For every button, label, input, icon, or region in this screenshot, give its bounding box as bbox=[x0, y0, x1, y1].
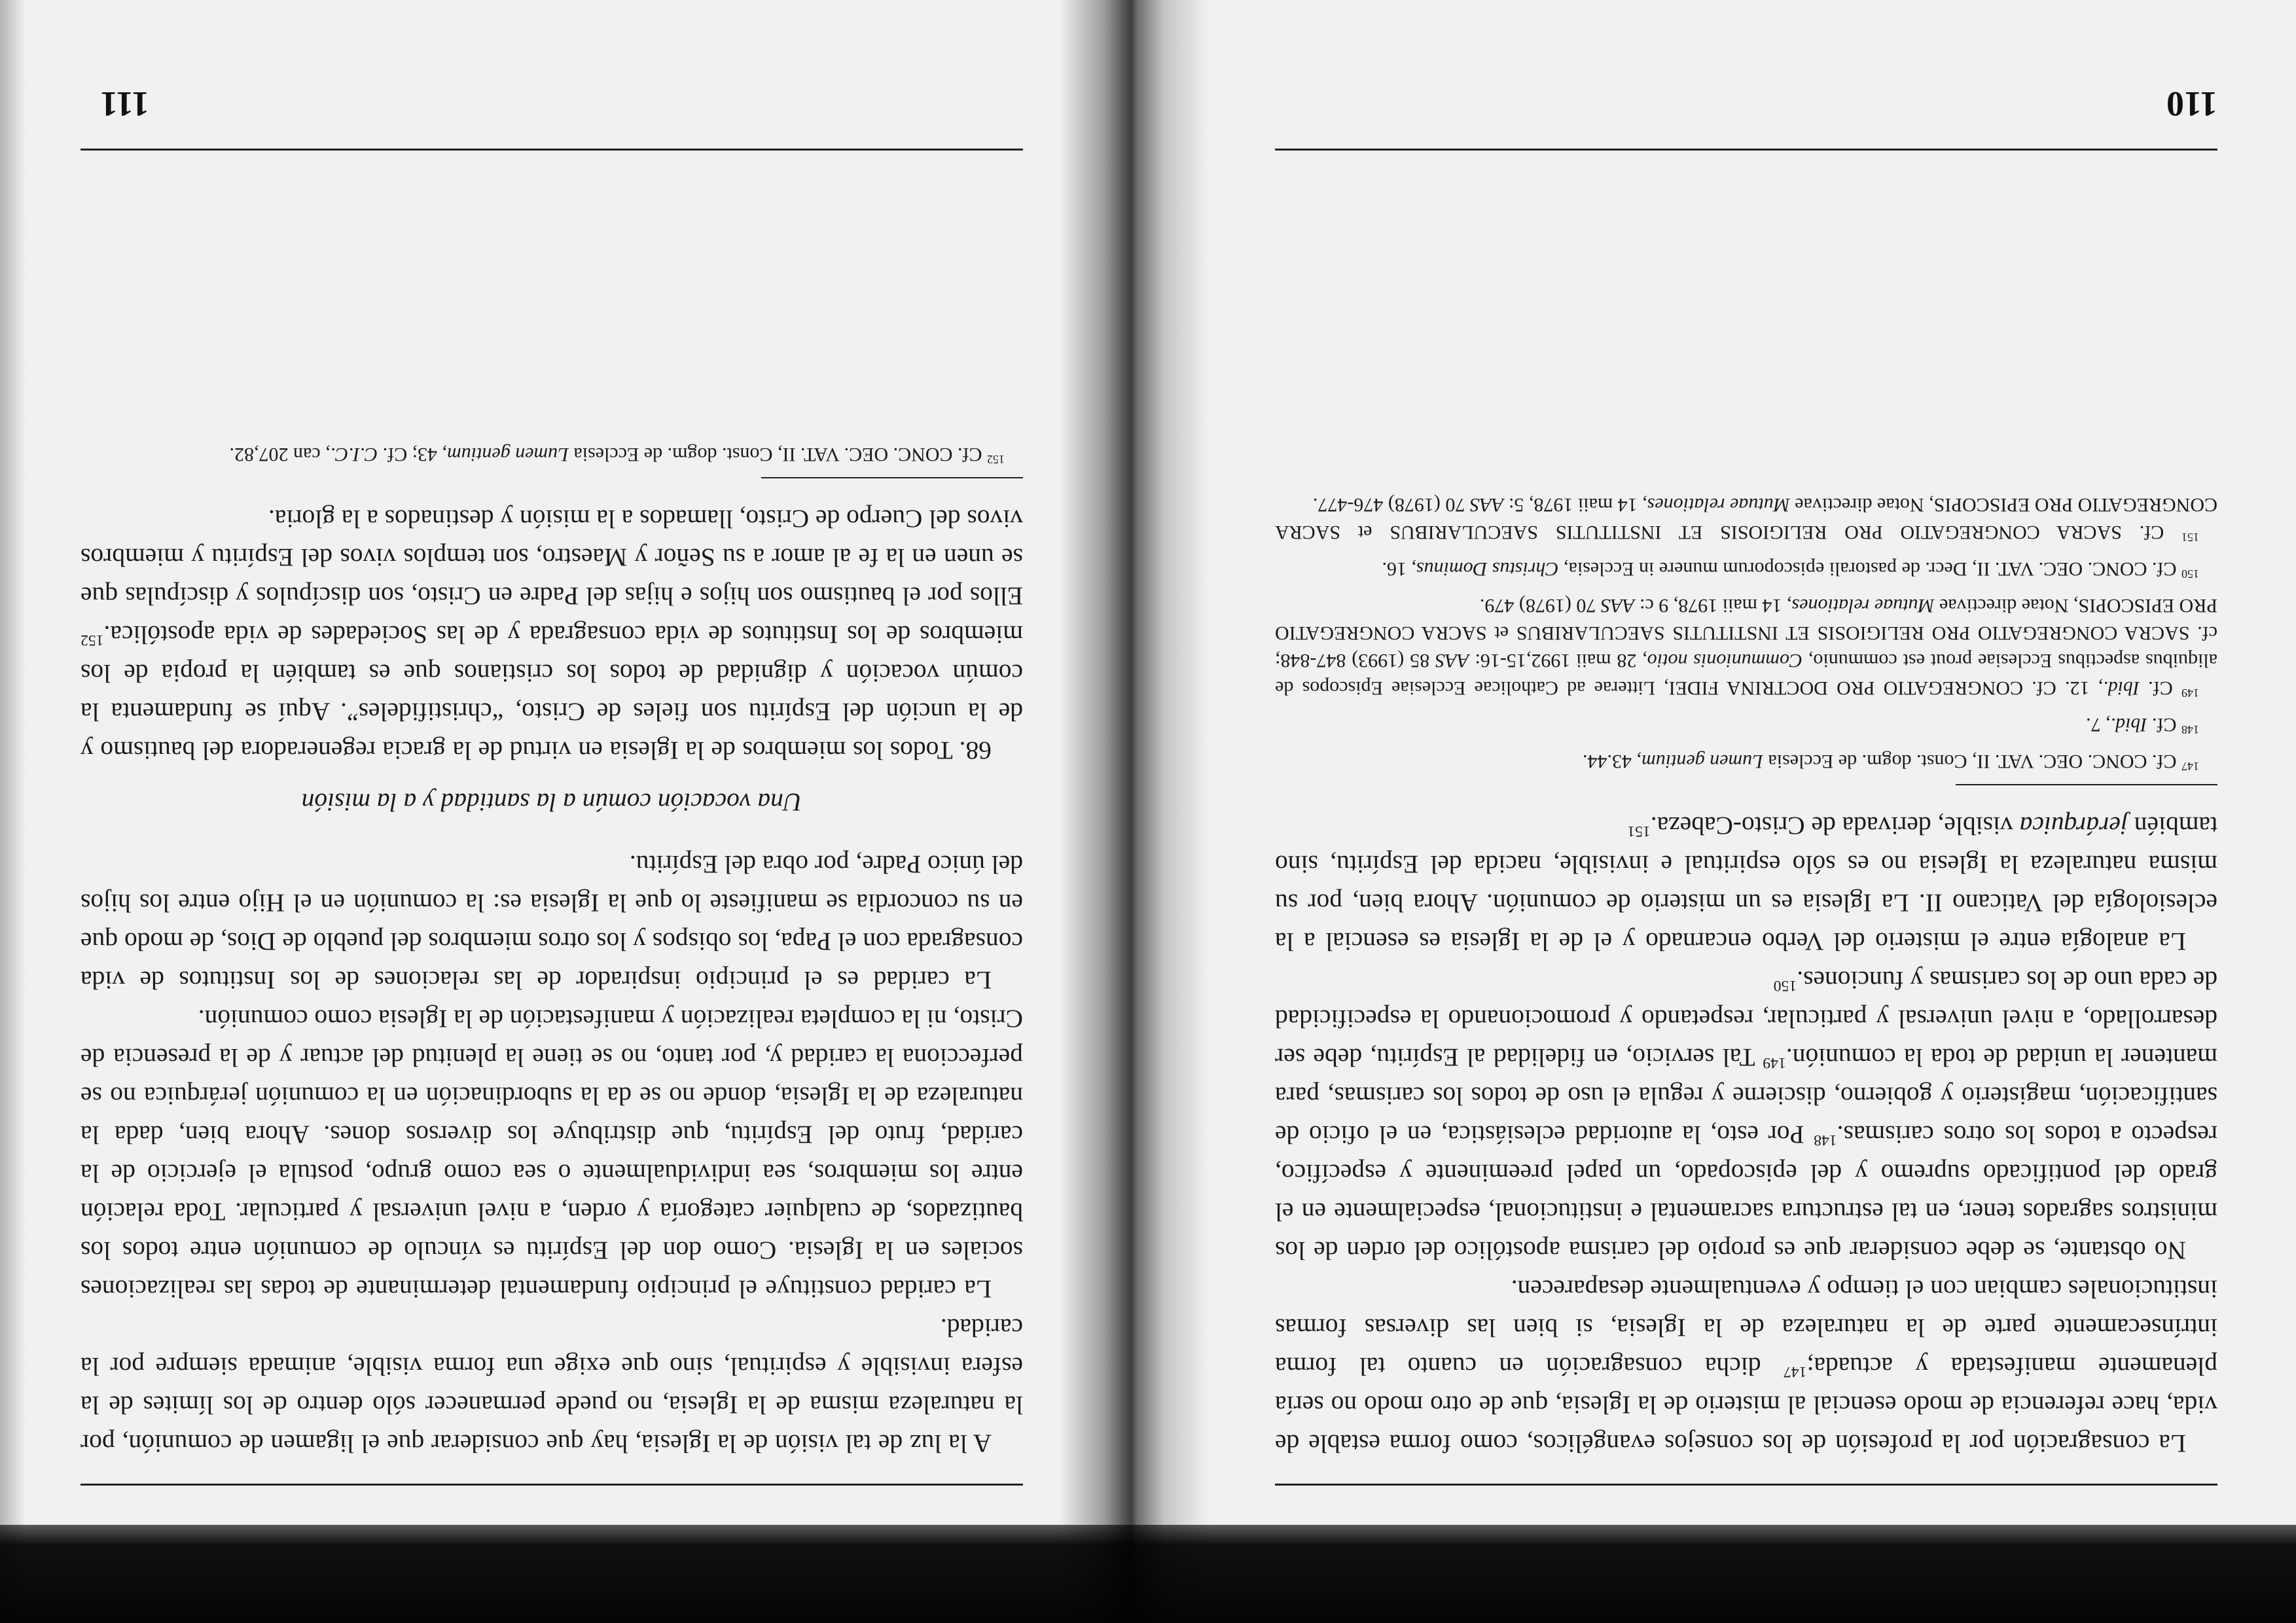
page-111 bbox=[81, 52, 1023, 1531]
bottom-rule bbox=[1275, 149, 2217, 151]
footnotes bbox=[1275, 491, 2217, 785]
section-heading: Una vocación común a la santidad y a la misión bbox=[301, 788, 802, 817]
page-110 bbox=[1275, 52, 2217, 1531]
paragraph: La caridad es el principio inspirador de las relaciones de los Institutos de vida consagrada con el Papa, los obispos y los otros miembros del pueblo de Dios, de modo que en su concordia se manifieste lo que la Iglesia es: la comunión en el Hijo entre los hijos del único Padre, por obra del Espíritu. bbox=[81, 850, 1023, 995]
footnote-149: $^{149}$ Cf. Ibid., 12. Cf. CONGREGATIO PRO DOCTRINA FIDEI, Litterae ad Catholicae Ecclesiae Episcopos de aliquibus aspectibus Ecclesiae prout est communio, Communionis notio, 28 maii 1992,15-16: AAS 85 (1993) 847-848; cf. SACRA CONGREGATIO PRO RELIGIOSIS ET INSTITUTIS SAECULARIBUS et SACRA CONGREGATIO PRO EPISCOPIS, Notae directivae Mutuae relationes, 14 maii 1978, 9 c: AAS 70 (1978) 479. bbox=[1275, 595, 2217, 700]
page-111-body bbox=[81, 431, 1023, 1463]
footnote-150: $^{150}$ Cf. CONC. OEC. VAT. II, Decr. de pastorali episcoporum munere in Ecclesia, Christus Dominus, 16. bbox=[1382, 558, 2199, 580]
top-rule bbox=[1275, 1484, 2217, 1486]
paragraph: No obstante, se debe considerar que es propio del carisma apostólico del orden de los ministros sagrados tener, en tal estructura sacramental e institucional, especialmente en el grado del pontificado supremo y del episcopado, un papel preeminente y específico, respecto a todos los otros carismas.$^{148}$ Por esto, la autoridad eclesiástica, en el oficio de santificación, magisterio y gobierno, discierne y regula el uso de todos los carismas, para mantener la unidad de toda la comunión.$^{149}$ Tal servicio, en fidelidad al Espíritu, debe ser desarrollado, a nivel universal y particular, respetando y promocionando la especificidad de cada uno de los carismas y funciones.$^{150}$ bbox=[1275, 966, 2217, 1265]
page-number: 111 bbox=[100, 84, 150, 124]
bottom-rule bbox=[81, 149, 1023, 151]
paragraph: La analogía entre el misterio del Verbo encarnado y el de la Iglesia es esencial a la eclesiología del Vaticano II. La Iglesia es un misterio de comunión. Ahora bien, por su misma naturaleza la Iglesia no es sólo espiritual e invisible, nacida del Espíritu, sino también jerárquica visible, derivada de Cristo-Cabeza.$^{151}$ bbox=[1275, 812, 2217, 956]
paragraph: A la luz de tal visión de la Iglesia, hay que considerar que el ligamen de comunión, por la naturaleza misma de la Iglesia, no puede permanecer sólo dentro de los límites de la esfera invisible y espiritual, sino que exige una forma visible, animada siempre por la caridad. bbox=[81, 1313, 1023, 1458]
paragraph-68: 68. Todos los miembros de la Iglesia en virtud de la gracia regeneradora del bautismo y de la unción del Espíritu son fieles de Cristo, “christifideles”. Aquí se fundamenta la común vocación y dignidad de todos los cristianos que es también la propia de los miembros de los Institutos de vida consagrada y de las Sociedades de vida apostólica.$^{152}$ Ellos por el bautismo son hijos e hijas del Padre en Cristo, son discípulos y discípulas que se unen en la fe al amor a su Señor y Maestro, son templos vivos del Espíritu y miembros vivos del Cuerpo de Cristo, llamados a la misión y destinados a la gloria. bbox=[81, 505, 1023, 765]
page-110-body bbox=[1275, 482, 2217, 1463]
footnote-rule bbox=[1956, 784, 2217, 785]
footnotes bbox=[81, 440, 1023, 478]
footnote-rule bbox=[761, 477, 1023, 478]
footnote-148: $^{148}$ Cf. Ibid., 7. bbox=[2086, 714, 2199, 736]
footnote-151: $^{151}$ Cf. SACRA CONGREGATIO PRO RELIGIOSIS ET INSTITUTIS SAECULARIBUS et SACRA CONGREGATIO PRO EPISCOPIS, Notae directivae Mutuae relationes, 14 maii 1978, 5: AAS 70 (1978) 476-477. bbox=[1275, 494, 2217, 544]
page-edge-shadow bbox=[0, 0, 26, 1623]
paragraph: La caridad constituye el principio fundamental determinante de todas las realizaciones sociales en la Iglesia. Como don del Espíritu es vínculo de comunión entre todos los bautizados, de cualquier categoría y orden, a nivel universal y particular. Toda relación entre los miembros, sea individualmente o sea como grupo, postula el ejercicio de la caridad, fruto del Espíritu, que distribuye los diversos dones. Ahora bien, dada la naturaleza de la Iglesia, donde no se da la subordinación en la comunión jerárquica no se perfecciona la caridad y, por tanto, no se tiene la plenitud del actuar y de la presencia de Cristo, ni la completa realización y manifestación de la Iglesia como comunión. bbox=[81, 1005, 1023, 1304]
book-gutter-shadow bbox=[1059, 0, 1210, 1623]
page-number: 110 bbox=[2166, 84, 2217, 124]
paragraph: La consagración por la profesión de los consejos evangélicos, como forma estable de vida, hace referencia de modo esencial al misterio de la Iglesia, que de otro modo no sería plenamente manifestada y actuada;$^{147}$ dicha consagración en cuanto tal forma intrínsecamente parte de la naturaleza de la Iglesia, si bien las diversas formas institucionales cambian con el tiempo y eventualmente desaparecen. bbox=[1275, 1275, 2217, 1458]
footnote-152: $^{152}$ Cf. CONC. OEC. VAT. II, Const. dogm. de Ecclesia Lumen gentium, 43; Cf. C.I.C., can 207,82. bbox=[229, 444, 1005, 466]
top-rule bbox=[81, 1484, 1023, 1486]
footnote-147: $^{147}$ Cf. CONC. OEC. VAT. II, Const. dogm. de Ecclesia Lumen gentium, 43.44. bbox=[1583, 751, 2199, 773]
